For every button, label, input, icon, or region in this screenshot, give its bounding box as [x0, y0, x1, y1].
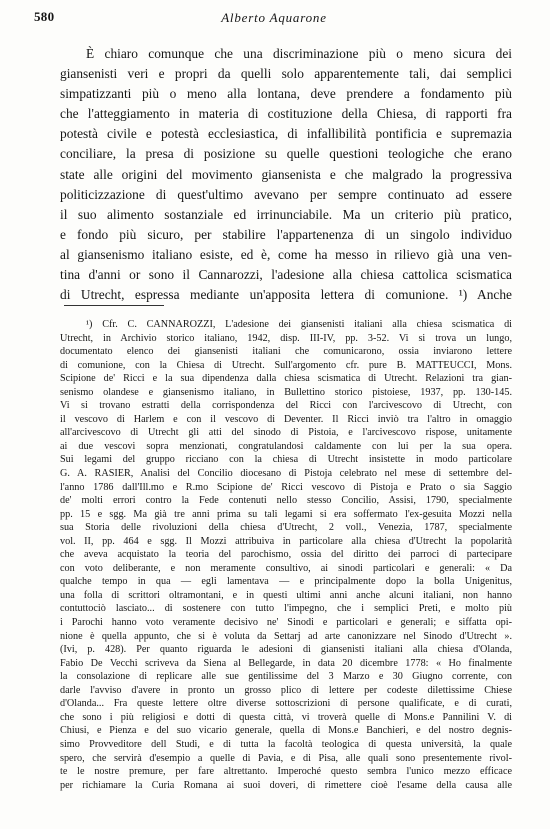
body-line: È chiaro comunque che una discriminazione più o meno sicura dei [86, 46, 512, 61]
body-line: che l'atteggiamento in materia di costituzione della Chiesa, di rapporti fra [60, 106, 512, 122]
footnote-line: te le nostre premure, per fare altrettanto. Imperoché questo sembra l'unico mezzo efficace [60, 766, 512, 778]
body-line: potestà civile e potestà ecclesiastica, di infallibilità pontificia e supremazia [60, 126, 512, 142]
body-line: politicizzazione di quest'ultimo avevano per sempre continuato ad essere [60, 186, 512, 202]
footnote-line: sua Storia delle rivoluzioni della chiesa d'Utrecht, 2 voll., Venezia, 1787, specialmente [60, 522, 512, 534]
footnote-line: qualche tempo in qua — egli lamentava — e principalmente dopo la bolla Unigenitus, [60, 576, 512, 588]
footnote-line: Chiusi, e Pienza e del suo vicario generale, quella di Mons.e Banchieri, e del nostro degnis- [60, 725, 512, 737]
running-head: Alberto Aquarone [221, 10, 327, 25]
page-number: 580 [34, 9, 55, 24]
footnote-line: documentato elenco dei giansenisti italiani che comunicarono, ossia inviarono lettere [60, 346, 512, 358]
footnote-line: all'arcivescovo di Utrecht gli atti del sinodo di Pistoia, e l'arcivescovo rispose, unitamente [60, 427, 512, 439]
footnote-line: che sono i più religiosi e dotti di questa città, vi troverà quelle di Mons.e Pannilini V. di [60, 711, 512, 723]
body-line: tina d'anni or sono il Cannarozzi, l'adesione alla chiesa cattolica scismatica [60, 267, 512, 283]
footnotes [60, 318, 512, 792]
body-line: giansenisti veri e propri da quelli solo apparentemente tali, dai semplici [60, 66, 512, 82]
body-line: il suo alimento sostanziale ed irrinunciabile. Ma un criterio più pratico, [60, 206, 512, 222]
body-line: di Utrecht, espressa mediante un'apposita lettera di comunione. ¹) Anche [60, 287, 512, 303]
footnote-line: i Parochi hanno voto veramente decisivo ne' Sinodi e particolari e generali; e siffatta opi- [60, 617, 512, 629]
footnote-line: Vi si trovano estratti della corrispondenza del Ricci con l'arcivescovo di Utrecht, con [60, 400, 512, 412]
body-paragraph [60, 44, 512, 305]
footnote-line: (Ivi, p. 428). Per quanto riguarda le adesioni di giansenisti italiani alla chiesa d'Olanda, [60, 644, 512, 656]
body-line: e fondo più sicuro, per stabilire l'appartenenza di un singolo individuo [60, 226, 512, 242]
footnote-line: pp. 15 e sgg. Ma già tre anni prima su tali legami si era soffermato l'ex-gesuita Mozzi nella [60, 508, 512, 520]
footnote-separator [64, 305, 164, 306]
footnote-line: con voto deliberante, e non meramente consultivo, ai sinodi particolari e generali: « Da [60, 562, 512, 574]
body-line: al giansenismo italiano esiste, ed è, come ha messo in rilievo già una ven- [60, 246, 512, 262]
footnote-line: ¹) Cfr. C. CANNAROZZI, L'adesione dei giansenisti italiani alla chiesa scismatica di [86, 319, 512, 330]
footnote-line: G. A. RASIER, Analisi del Concilio diocesano di Pistoja celebrato nel mese di settembre del- [60, 468, 512, 480]
footnote-line: vol. II, pp. 464 e sgg. Il Mozzi attribuiva in particolare alla chiesa d'Utrecht la popolarità [60, 535, 512, 547]
footnote-line: una folla di scrittori oltramontani, e in questi ultimi anni anche alcuni italiani, non hanno [60, 589, 512, 601]
footnote-line: il vescovo di Harlem e con il vescovo di Deventer. Il Ricci inviò tra l'altro in omaggio [60, 413, 512, 425]
footnote-line: spero, che servirà d'esempio a quelle di Pavia, e di Pisa, alle quali sono presentemente rivol- [60, 752, 512, 764]
footnote-line: l'anno 1786 dall'Ill.mo e R.mo Scipione de' Ricci vescovo di Pistoja e Prato o sia Saggio [60, 481, 512, 493]
footnote-line: darle l'avviso d'avere in pronto un grosso plico di lettere per codeste dilettissime Chiese [60, 684, 512, 696]
footnote-line: senismo olandese e giansenismo italiano, in Bullettino storico pistoiese, 1937, pp. 130-145. [60, 386, 512, 398]
footnote-line: d'Olanda... Fra queste lettere oltre diverse sottoscrizioni di persone qualificate, e di curati, [60, 698, 512, 710]
footnote-line: Fabio De Vecchi scriveva da Siena al Bellegarde, in data 20 dicembre 1778: « Ho finalmente [60, 657, 512, 669]
footnote-line: de' molti errori contro la Fede contenuti nello stesso Concilio, Assisi, 1790, specialmente [60, 495, 512, 507]
footnote-line: contuttociò lasciato... di sostenere con tutto l'impegno, che i semplici Preti, e molto più [60, 603, 512, 615]
body-line: simpatizzanti più o meno alla lontana, deve prendere a fondamento più [60, 86, 512, 102]
footnote-line: ai due vescovi sopra menzionati, congratulandosi caldamente con lui per la sua opera. [60, 440, 512, 452]
footnote-line: Sui legami del gruppo ricciano con la chiesa di Utrecht insistette in modo particolare [60, 454, 512, 466]
body-line: conciliare, la presa di posizione su quelle questioni teologiche che erano [60, 146, 512, 162]
footnote-line: per richiamare la Curia Romana ai suoi doveri, di rimettere cioè l'esame della causa alle [60, 779, 512, 791]
footnote-line: che aveva acquistato la teoria del parochismo, ossia del diritto dei parroci di partecipare [60, 549, 512, 561]
footnote-line: Scipione de' Ricci e la sua dipendenza dalla chiesa scismatica di Utrecht. Relazioni tra gian- [60, 373, 512, 385]
footnote-line: simo Provveditore dell Studi, e di tutta la facoltà teologica di questa università, la quale [60, 738, 512, 750]
footnote-line: nione è quella appunto, che si è voluta da Settarj ad arte canonizzare nel Sinodo d'Utrecht ». [60, 630, 512, 642]
footnote-line: la consolazione di replicare alle sue gentilissime del 3 Marzo e 30 Giugno corrente, con [60, 671, 512, 683]
page-header [34, 9, 514, 29]
footnote-line: di comunione, con la Chiesa di Utrecht. Sull'argomento cfr. pure B. MATTEUCCI, Mons. [60, 359, 512, 371]
footnote-line: Utrecht, in Archivio storico italiano, 1942, disp. III-IV, pp. 3-52. Vi si trova un lungo, [60, 332, 512, 344]
body-line: state alle origini del movimento giansenista e che malgrado la progressiva [60, 166, 512, 182]
